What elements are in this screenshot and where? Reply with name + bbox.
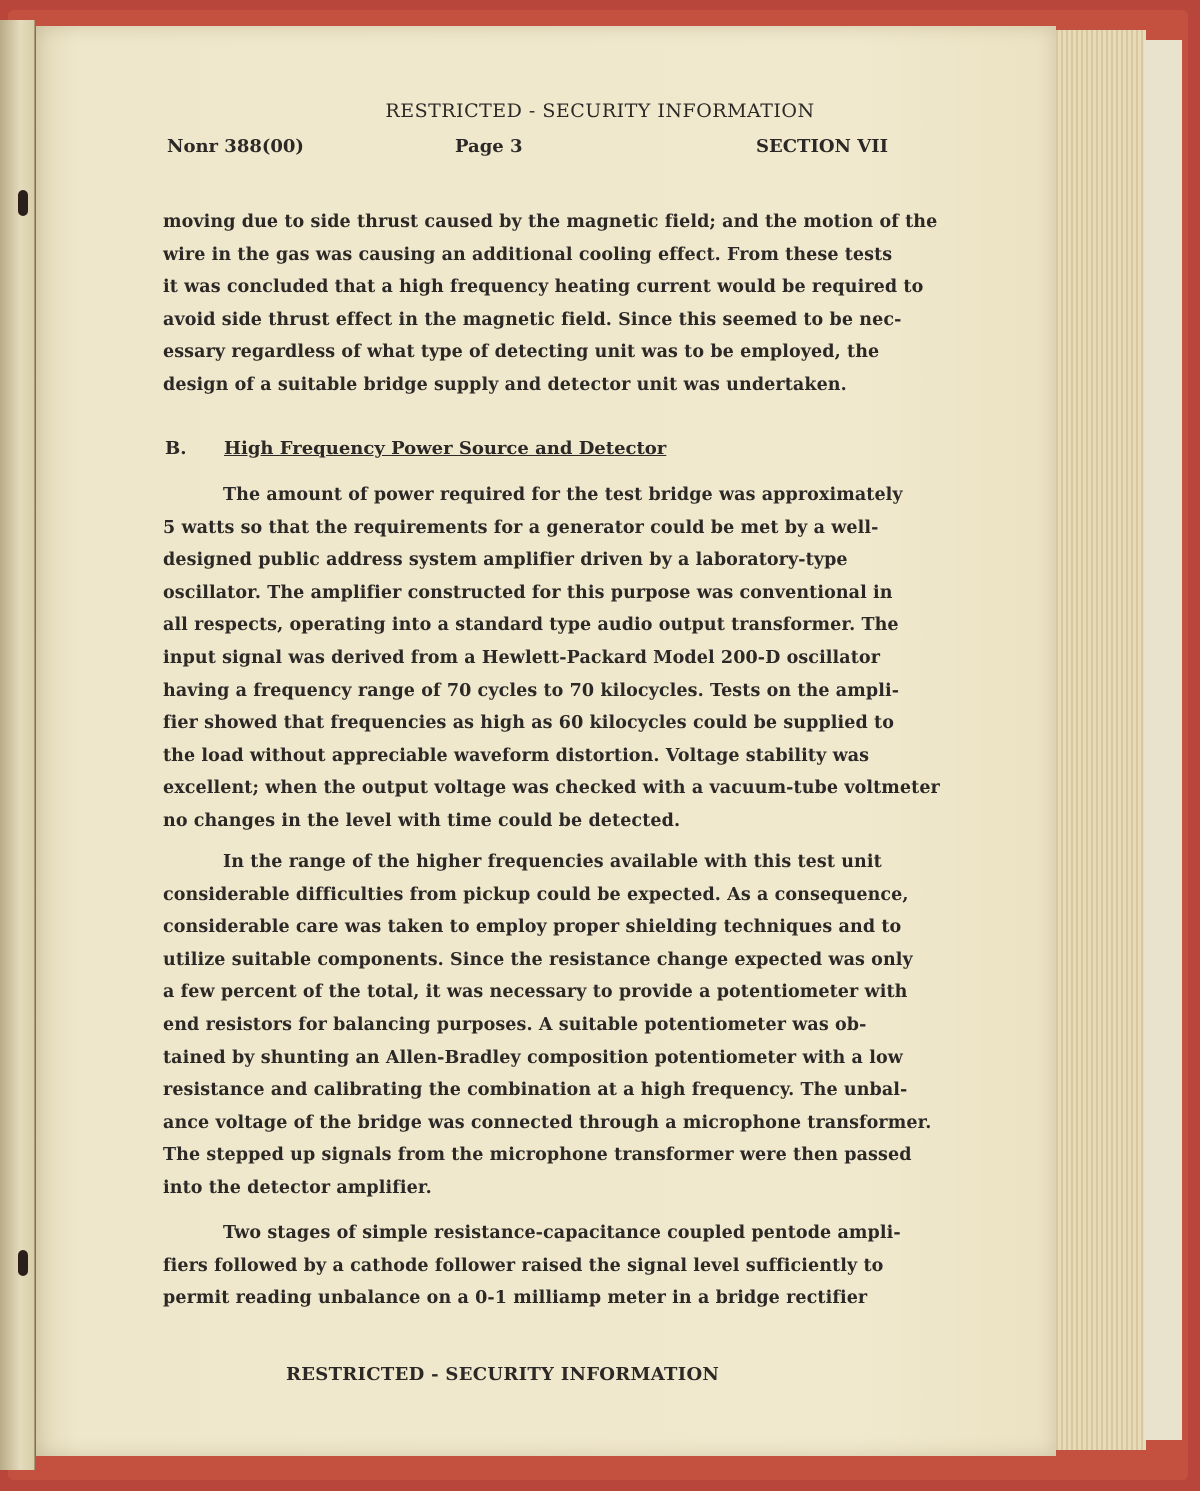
text-line: wire in the gas was causing an additional cooling effect. From these tests: [163, 244, 893, 265]
text-line: excellent; when the output voltage was checked with a vacuum-tube voltmeter: [163, 778, 940, 799]
header-classification: RESTRICTED - SECURITY INFORMATION: [385, 100, 815, 122]
text-line: 5 watts so that the requirements for a generator could be met by a well-: [163, 517, 879, 538]
text-line: avoid side thrust effect in the magnetic field. Since this seemed to be nec-: [163, 309, 902, 330]
paragraph-3: [163, 846, 932, 1205]
text-line: considerable difficulties from pickup could be expected. As a consequence,: [163, 884, 909, 905]
text-line: considerable care was taken to employ proper shielding techniques and to: [163, 917, 902, 938]
text-line: it was concluded that a high frequency heating current would be required to: [163, 277, 924, 298]
text-line: all respects, operating into a standard type audio output transformer. The: [163, 615, 899, 636]
text-line: design of a suitable bridge supply and detector unit was undertaken.: [163, 374, 847, 395]
binding-hole: [18, 1250, 28, 1276]
text-line: a few percent of the total, it was necessary to provide a potentiometer with: [163, 982, 908, 1003]
text-line: fiers followed by a cathode follower raised the signal level sufficiently to: [163, 1255, 884, 1276]
text-line: moving due to side thrust caused by the magnetic field; and the motion of the: [163, 212, 938, 232]
text-line: designed public address system amplifier driven by a laboratory-type: [163, 550, 848, 571]
paragraph-2: [163, 479, 940, 838]
left-page-edge: [0, 20, 35, 1470]
text-line: resistance and calibrating the combination at a high frequency. The unbal-: [163, 1080, 908, 1101]
text-line: input signal was derived from a Hewlett-Packard Model 200-D oscillator: [163, 647, 881, 668]
binding-hole: [18, 190, 28, 216]
text-line: oscillator. The amplifier constructed for this purpose was conventional in: [163, 582, 893, 603]
section-title: High Frequency Power Source and Detector: [224, 438, 667, 459]
text-line: The amount of power required for the test bridge was approximately: [223, 485, 903, 505]
header-page-number: Page 3: [455, 136, 523, 157]
text-line: utilize suitable components. Since the resistance change expected was only: [163, 949, 913, 970]
text-line: Two stages of simple resistance-capacitance coupled pentode ampli-: [223, 1223, 901, 1243]
text-line: having a frequency range of 70 cycles to 70 kilocycles. Tests on the ampli-: [163, 680, 900, 701]
header-contract-number: Nonr 388(00): [167, 136, 304, 157]
text-line: essary regardless of what type of detecting unit was to be employed, the: [163, 342, 880, 363]
back-cover-edge: [1144, 40, 1182, 1440]
footer-classification: RESTRICTED - SECURITY INFORMATION: [286, 1364, 720, 1385]
text-line: end resistors for balancing purposes. A suitable potentiometer was ob-: [163, 1014, 867, 1035]
text-line: the load without appreciable waveform distortion. Voltage stability was: [163, 745, 870, 766]
text-line: fier showed that frequencies as high as 60 kilocycles could be supplied to: [163, 713, 894, 734]
page-stack-edge: [1046, 30, 1146, 1450]
text-line: In the range of the higher frequencies available with this test unit: [223, 852, 882, 872]
text-line: permit reading unbalance on a 0-1 milliamp meter in a bridge rectifier: [163, 1288, 868, 1309]
paragraph-1: [163, 206, 938, 402]
text-line: The stepped up signals from the microphone transformer were then passed: [163, 1145, 912, 1166]
text-line: tained by shunting an Allen-Bradley composition potentiometer with a low: [163, 1047, 903, 1068]
paragraph-4: [163, 1217, 923, 1315]
text-line: ance voltage of the bridge was connected through a microphone transformer.: [163, 1112, 932, 1133]
text-line: no changes in the level with time could be detected.: [163, 810, 681, 831]
text-line: into the detector amplifier.: [163, 1177, 432, 1198]
section-letter: B.: [165, 438, 187, 459]
header-section: SECTION VII: [756, 136, 889, 157]
